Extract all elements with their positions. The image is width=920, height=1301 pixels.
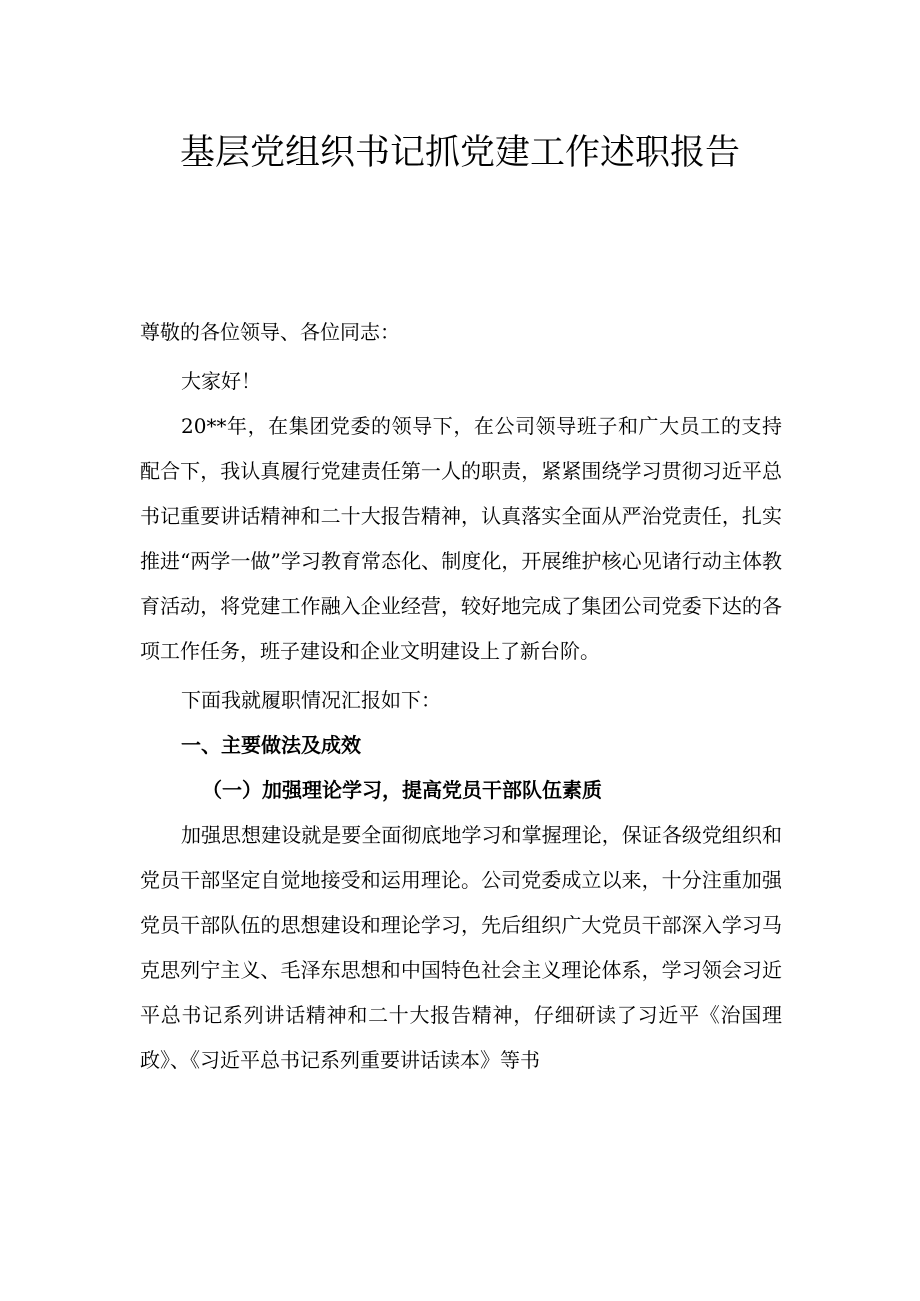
subsection-paragraph: 加强思想建设就是要全面彻底地学习和掌握理论，保证各级党组织和党员干部坚定自觉地接受和运用理论。公司党委成立以来，十分注重加强党员干部队伍的思想建设和理论学习，先后组织广大党员干部深入学习马克思列宁主义、毛泽东思想和中国特色社会主义理论体系，学习领会习近平总书记系列讲话精神和二十大报告精神，仔细研读了习近平《治国理政》、《习近平总书记系列重要讲话读本》等书 bbox=[140, 823, 782, 1072]
report-lead: 下面我就履职情况汇报如下： bbox=[181, 688, 441, 712]
document-title: 基层党组织书记抓党建工作述职报告 bbox=[179, 133, 740, 173]
subsection-heading: （一）加强理论学习，提高党员干部队伍素质 bbox=[202, 778, 602, 802]
salutation: 尊敬的各位领导、各位同志： bbox=[140, 320, 400, 344]
intro-paragraph: 20**年，在集团党委的领导下，在公司领导班子和广大员工的支持配合下，我认真履行党建责任第一人的职责，紧紧围绕学习贯彻习近平总书记重要讲话精神和二十大报告精神，认真落实全面从严治党责任，扎实推进“两学一做”学习教育常态化、制度化，开展维护核心见诸行动主体教育活动，将党建工作融入企业经营，较好地完成了集团公司党委下达的各项工作任务，班子建设和企业文明建设上了新台阶。 bbox=[140, 414, 782, 663]
document-body bbox=[140, 310, 782, 1083]
section-heading: 一、主要做法及成效 bbox=[181, 733, 361, 757]
greeting: 大家好！ bbox=[181, 369, 261, 393]
